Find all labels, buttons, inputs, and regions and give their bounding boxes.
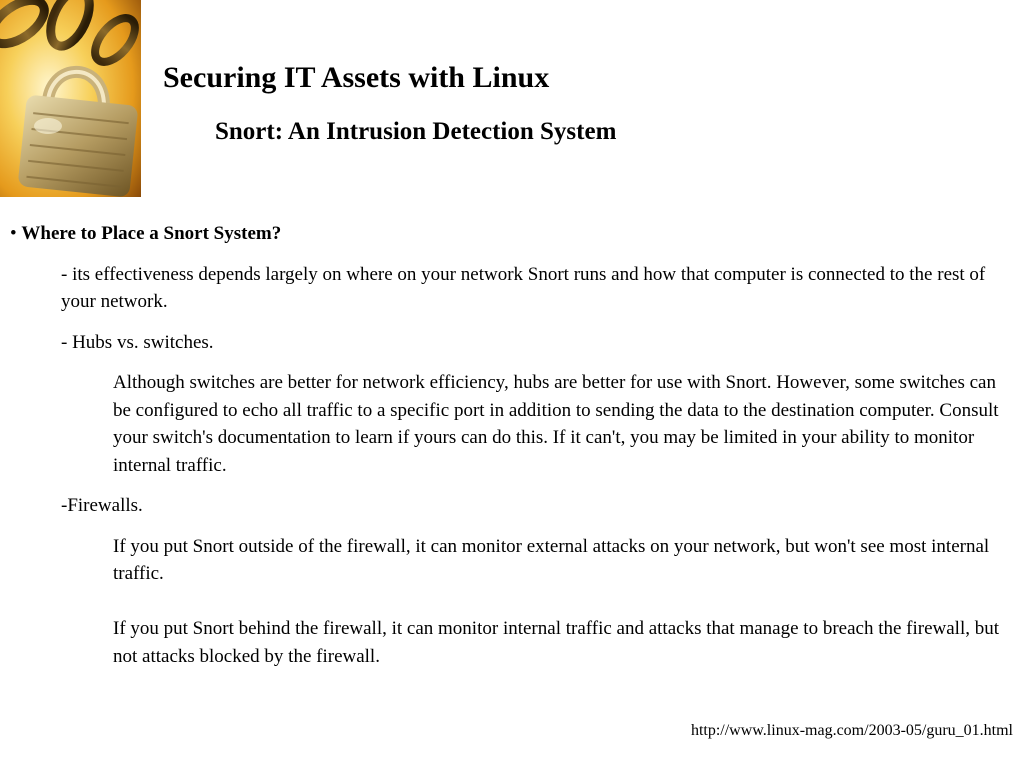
slide-body — [10, 220, 1010, 670]
section-heading — [10, 220, 1010, 248]
padlock-chain-image — [0, 0, 141, 197]
firewalls-outside-detail: If you put Snort outside of the firewall, it can monitor external attacks on your network, but won't see most internal traffic. — [113, 535, 990, 584]
point-firewalls: -Firewalls. — [61, 495, 143, 516]
section-heading-text: Where to Place a Snort System? — [21, 223, 282, 244]
firewalls-behind-detail: If you put Snort behind the firewall, it can monitor internal traffic and attacks that manage to breach the firewall, but not attacks blocked by the firewall. — [113, 618, 1000, 667]
slide-title: Securing IT Assets with Linux — [163, 61, 550, 94]
source-url: http://www.linux-mag.com/2003-05/guru_01.html — [690, 722, 1013, 739]
padlock-icon — [0, 0, 141, 197]
point-hubs-vs-switches: - Hubs vs. switches. — [61, 331, 214, 353]
bullet-marker: • — [10, 223, 17, 244]
hubs-vs-switches-detail: Although switches are better for network efficiency, hubs are better for use with Snort. However, some switches can be configured to echo all traffic to a specific port in addition to sending the data to the destination computer. Consult your switch's documentation to learn if yours can do this. If it can't, you may be limited in your ability to monitor internal traffic. — [113, 372, 999, 476]
point-effectiveness: - its effectiveness depends largely on where on your network Snort runs and how that computer is connected to the rest of your network. — [61, 263, 986, 312]
slide-subtitle: Snort: An Intrusion Detection System — [215, 118, 617, 145]
